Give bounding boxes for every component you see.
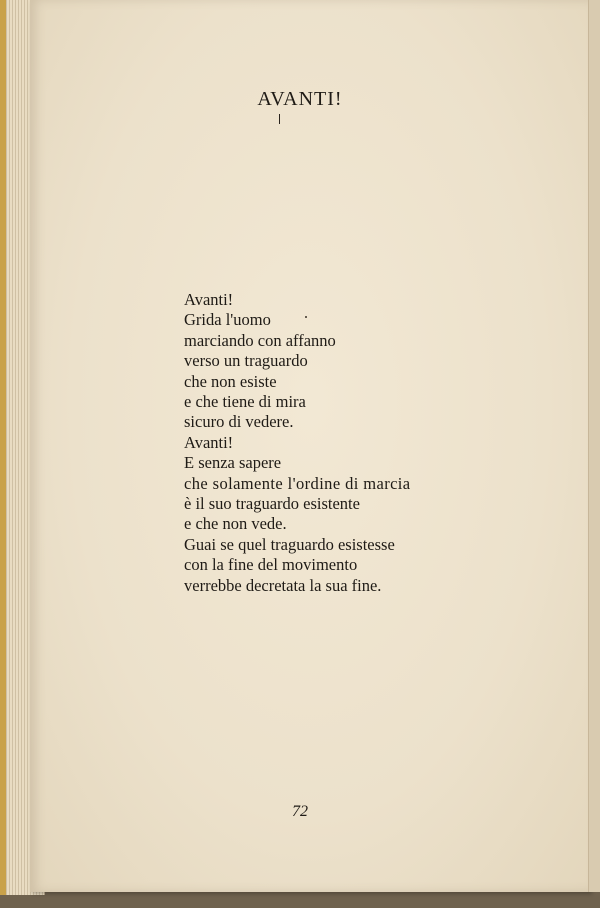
poem-line: e che non vede. <box>184 514 287 534</box>
page-right-edge <box>588 0 600 892</box>
poem-line: verso un traguardo <box>184 351 308 371</box>
title-ink-mark <box>279 114 280 124</box>
poem-line: è il suo traguardo esistente <box>184 494 360 514</box>
poem-line: Avanti! <box>184 432 234 452</box>
poem-line: Grida l'uomo <box>184 310 271 330</box>
poem-line: che non esiste <box>184 371 277 391</box>
poem-line: marciando con affanno <box>184 330 336 350</box>
page-number: 72 <box>292 803 308 820</box>
poem-line: verrebbe decretata la sua fine. <box>184 575 382 595</box>
poem-title: AVANTI! <box>257 88 343 110</box>
poem-line: con la fine del movimento <box>184 555 358 575</box>
poem-line: sicuro di vedere. <box>184 412 294 432</box>
poem-body <box>184 290 484 596</box>
spine-edge <box>0 0 6 895</box>
poem-line: e che tiene di mira <box>184 392 306 412</box>
poem-line: E senza sapere <box>184 453 282 473</box>
poem-line: Guai se quel traguardo esistesse <box>184 534 395 554</box>
poem-line: che solamente l'ordine di marcia <box>184 473 411 493</box>
poem-line: Avanti! <box>184 290 234 309</box>
